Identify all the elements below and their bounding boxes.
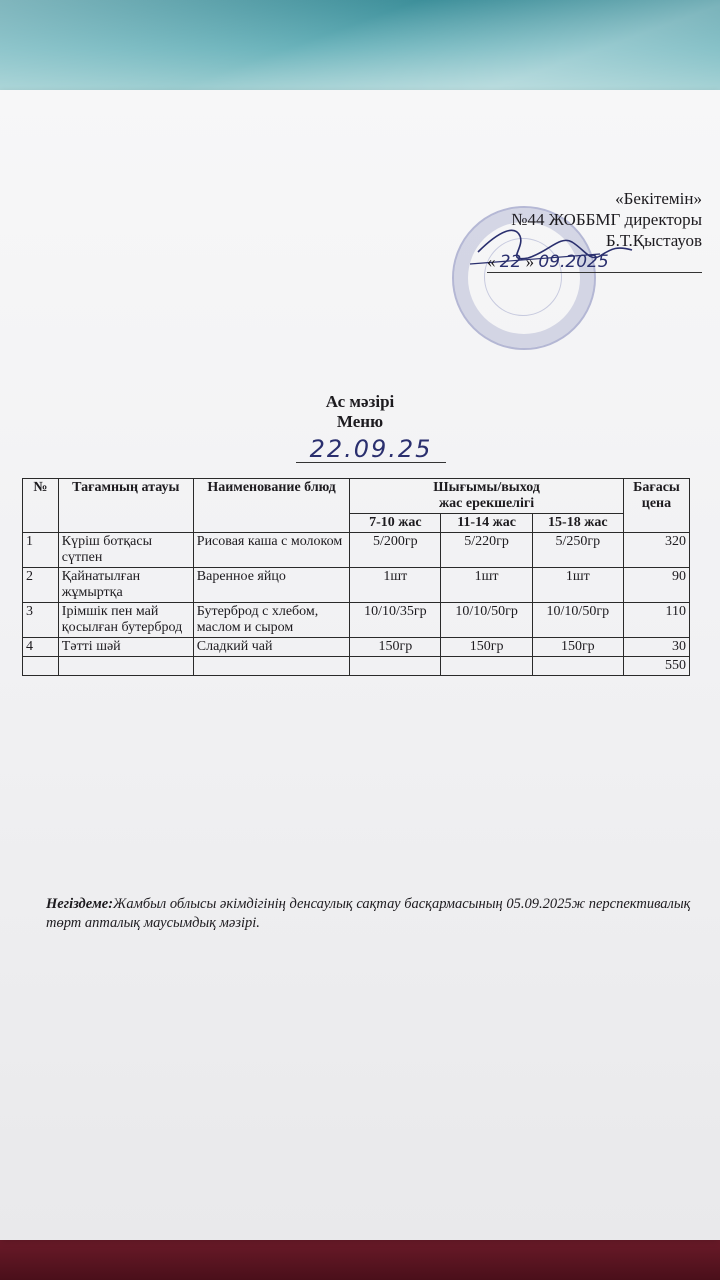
- row-age-15-18: 1шт: [532, 568, 623, 603]
- approval-block: [442, 188, 702, 273]
- table-row: [23, 603, 690, 638]
- menu-date: 22.09.25: [296, 436, 446, 463]
- row-kz-name: Ірімшік пен май қосылған бутерброд: [58, 603, 193, 638]
- approval-position: №44 ЖОББМГ директоры: [511, 210, 702, 229]
- footnote: [46, 895, 696, 933]
- row-price: 30: [623, 638, 689, 657]
- row-age-7-10: 150гр: [350, 638, 441, 657]
- approval-director-name: Б.Т.Қыстауов: [605, 231, 702, 250]
- header-age-15-18: 15-18 жас: [532, 514, 623, 533]
- table-row: [23, 533, 690, 568]
- table-header-row: [23, 479, 690, 514]
- row-age-11-14: 1шт: [441, 568, 532, 603]
- row-ru-name: Сладкий чай: [193, 638, 349, 657]
- row-age-7-10: 1шт: [350, 568, 441, 603]
- date-quote-open: «: [487, 252, 496, 271]
- row-num: 4: [23, 638, 59, 657]
- row-kz-name: Күріш ботқасы сүтпен: [58, 533, 193, 568]
- header-output: [350, 479, 624, 514]
- row-price: 320: [623, 533, 689, 568]
- row-age-11-14: 5/220гр: [441, 533, 532, 568]
- row-ru-name: Бутерброд с хлебом, маслом и сыром: [193, 603, 349, 638]
- total-empty-cell: [532, 657, 623, 676]
- table-row: [23, 638, 690, 657]
- date-quote-close: »: [525, 252, 535, 271]
- title-russian: Меню: [336, 412, 384, 431]
- total-empty-cell: [23, 657, 59, 676]
- row-kz-name: Қайнатылған жұмыртқа: [58, 568, 193, 603]
- row-age-11-14: 150гр: [441, 638, 532, 657]
- header-kz-name: Тағамның атауы: [58, 479, 193, 533]
- approval-date: [442, 251, 702, 273]
- row-ru-name: Варенное яйцо: [193, 568, 349, 603]
- total-empty-cell: [193, 657, 349, 676]
- header-age-11-14: 11-14 жас: [441, 514, 532, 533]
- row-age-7-10: 5/200гр: [350, 533, 441, 568]
- row-age-7-10: 10/10/35гр: [350, 603, 441, 638]
- row-age-11-14: 10/10/50гр: [441, 603, 532, 638]
- row-num: 2: [23, 568, 59, 603]
- row-num: 1: [23, 533, 59, 568]
- table-row: [23, 568, 690, 603]
- header-output-subtitle: жас ерекшелігі: [439, 496, 535, 511]
- menu-title: [0, 392, 720, 432]
- row-age-15-18: 150гр: [532, 638, 623, 657]
- date-month-year: 09.2025: [538, 252, 609, 272]
- total-empty-cell: [58, 657, 193, 676]
- header-ru-name: Наименование блюд: [193, 479, 349, 533]
- row-age-15-18: 5/250гр: [532, 533, 623, 568]
- header-age-7-10: 7-10 жас: [350, 514, 441, 533]
- footnote-label: Негіздеме:: [46, 896, 114, 912]
- header-price: Бағасы цена: [623, 479, 689, 533]
- table-total-row: [23, 657, 690, 676]
- row-price: 90: [623, 568, 689, 603]
- total-empty-cell: [350, 657, 441, 676]
- approval-heading: «Бекітемін»: [615, 189, 702, 208]
- row-ru-name: Рисовая каша с молоком: [193, 533, 349, 568]
- row-price: 110: [623, 603, 689, 638]
- date-day: 22: [499, 252, 522, 272]
- header-output-title: Шығымы/выход: [433, 480, 540, 495]
- menu-table: [22, 478, 690, 676]
- total-price: 550: [623, 657, 689, 676]
- title-kazakh: Ас мәзірі: [325, 392, 395, 411]
- header-num: №: [23, 479, 59, 533]
- row-kz-name: Тәтті шәй: [58, 638, 193, 657]
- row-num: 3: [23, 603, 59, 638]
- row-age-15-18: 10/10/50гр: [532, 603, 623, 638]
- total-empty-cell: [441, 657, 532, 676]
- footnote-text: Жамбыл облысы әкімдігінің денсаулық сақтау басқармасының 05.09.2025ж перспективалық төрт апталық маусымдық мәзірі.: [46, 896, 691, 931]
